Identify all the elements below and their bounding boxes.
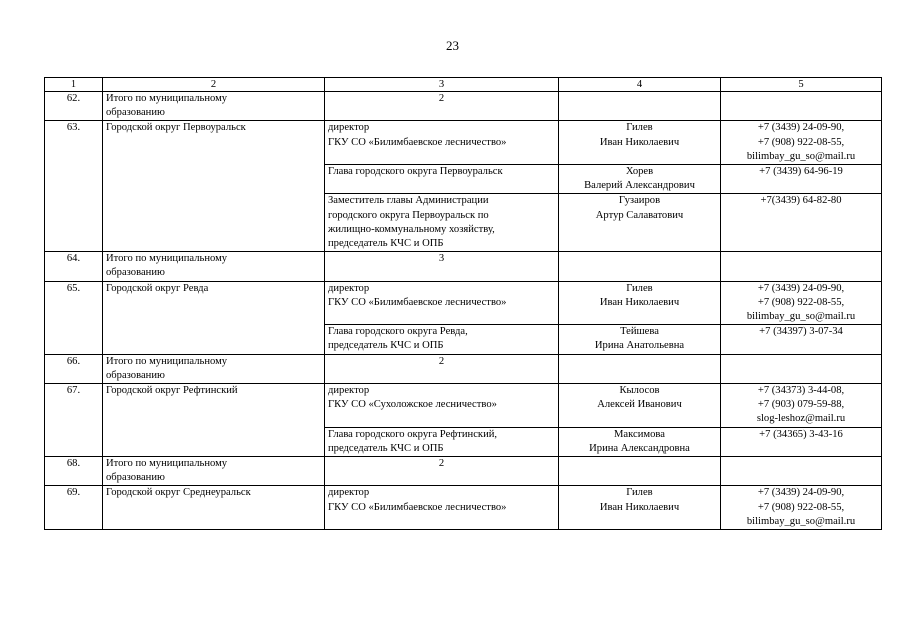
phone-cell: +7 (34397) 3-07-34 [721, 325, 882, 354]
table-row [45, 121, 882, 165]
header-col-4: 4 [559, 78, 721, 92]
empty-cell [721, 252, 882, 281]
total-count: 2 [325, 354, 559, 383]
page-number: 23 [446, 38, 459, 53]
table-row [45, 457, 882, 486]
header-col-2: 2 [103, 78, 325, 92]
total-count: 2 [325, 457, 559, 486]
table-row [45, 281, 882, 325]
municipality-cell: Итого по муниципальному образованию [103, 92, 325, 121]
person-name-cell: Гузаиров Артур Салаватович [559, 194, 721, 252]
empty-cell [721, 457, 882, 486]
header-col-5: 5 [721, 78, 882, 92]
table-row [45, 354, 882, 383]
person-name-cell: Гилев Иван Николаевич [559, 121, 721, 165]
total-count: 2 [325, 92, 559, 121]
header-col-1: 1 [45, 78, 103, 92]
empty-cell [721, 92, 882, 121]
table-row [45, 252, 882, 281]
person-name-cell: Хорев Валерий Александрович [559, 165, 721, 194]
phone-cell: +7 (3439) 24-09-90, +7 (908) 922-08-55, bilimbay_gu_so@mail.ru [721, 281, 882, 325]
table-row [45, 486, 882, 530]
row-number: 64. [45, 252, 103, 281]
position-cell: директор ГКУ СО «Билимбаевское лесничество» [325, 281, 559, 325]
position-cell: директор ГКУ СО «Сухоложское лесничество» [325, 384, 559, 428]
person-name-cell: Тейшева Ирина Анатольевна [559, 325, 721, 354]
empty-cell [559, 92, 721, 121]
person-name-cell: Гилев Иван Николаевич [559, 486, 721, 530]
phone-cell: +7 (3439) 24-09-90, +7 (908) 922-08-55, bilimbay_gu_so@mail.ru [721, 121, 882, 165]
position-cell: Глава городского округа Первоуральск [325, 165, 559, 194]
position-cell: Заместитель главы Администрации городского округа Первоуральск по жилищно-коммунальному хозяйству, председатель КЧС и ОПБ [325, 194, 559, 252]
empty-cell [559, 252, 721, 281]
person-name-cell: Гилев Иван Николаевич [559, 281, 721, 325]
row-number: 67. [45, 384, 103, 457]
row-number: 62. [45, 92, 103, 121]
municipality-cell: Итого по муниципальному образованию [103, 354, 325, 383]
phone-cell: +7 (34373) 3-44-08, +7 (903) 079-59-88, slog-leshoz@mail.ru [721, 384, 882, 428]
position-cell: директор ГКУ СО «Билимбаевское лесничество» [325, 121, 559, 165]
header-row [45, 78, 882, 92]
municipality-cell: Итого по муниципальному образованию [103, 252, 325, 281]
table-row [45, 92, 882, 121]
phone-cell: +7 (3439) 64-96-19 [721, 165, 882, 194]
phone-cell: +7(3439) 64-82-80 [721, 194, 882, 252]
position-cell: Глава городского округа Рефтинский, председатель КЧС и ОПБ [325, 427, 559, 456]
empty-cell [559, 354, 721, 383]
position-cell: директор ГКУ СО «Билимбаевское лесничество» [325, 486, 559, 530]
phone-cell: +7 (3439) 24-09-90, +7 (908) 922-08-55, bilimbay_gu_so@mail.ru [721, 486, 882, 530]
total-count: 3 [325, 252, 559, 281]
row-number: 63. [45, 121, 103, 252]
person-name-cell: Кылосов Алексей Иванович [559, 384, 721, 428]
municipality-cell: Итого по муниципальному образованию [103, 457, 325, 486]
municipality-cell: Городской округ Рефтинский [103, 384, 325, 457]
row-number: 68. [45, 457, 103, 486]
table-row [45, 384, 882, 428]
municipality-cell: Городской округ Первоуральск [103, 121, 325, 252]
row-number: 66. [45, 354, 103, 383]
municipality-cell: Городской округ Ревда [103, 281, 325, 354]
empty-cell [721, 354, 882, 383]
municipality-cell: Городской округ Среднеуральск [103, 486, 325, 530]
contacts-table [44, 77, 882, 530]
position-cell: Глава городского округа Ревда, председатель КЧС и ОПБ [325, 325, 559, 354]
row-number: 65. [45, 281, 103, 354]
row-number: 69. [45, 486, 103, 530]
person-name-cell: Максимова Ирина Александровна [559, 427, 721, 456]
empty-cell [559, 457, 721, 486]
phone-cell: +7 (34365) 3-43-16 [721, 427, 882, 456]
header-col-3: 3 [325, 78, 559, 92]
